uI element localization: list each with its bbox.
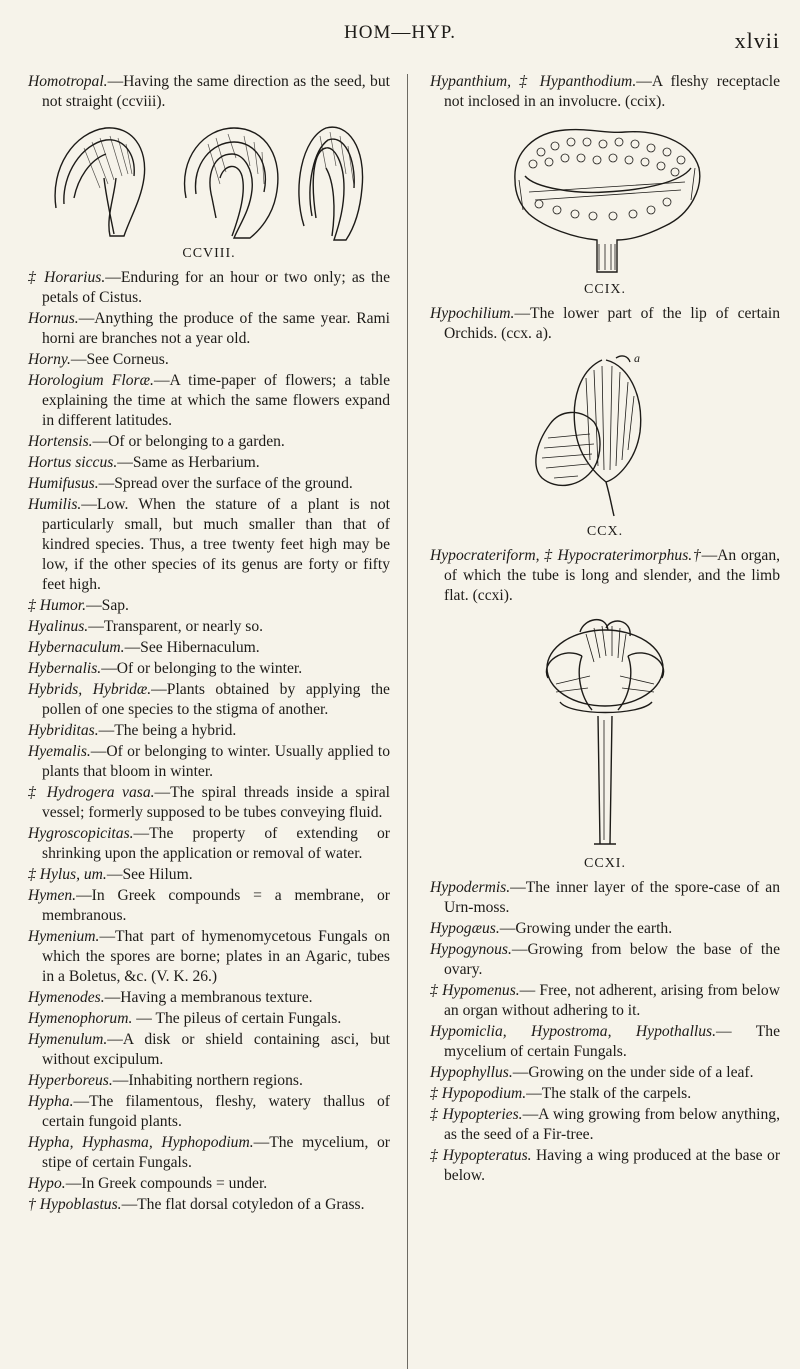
entry-hypoblastus: † Hypoblastus.—The flat dorsal cotyledon of a Grass.	[28, 1196, 365, 1213]
figure-caption: CCVIII.	[182, 246, 236, 261]
entry-hypopteries: ‡ Hypopteries.—A wing growing from below anything, as the seed of a Fir-tree.	[430, 1106, 781, 1143]
entry-hypha: Hypha.—The filamentous, fleshy, watery thallus of certain fungoid plants.	[28, 1093, 390, 1130]
entry-horny: Horny.—See Corneus.	[28, 351, 169, 368]
figure-ccix	[430, 118, 780, 300]
entry-hypogaeus: Hypogæus.—Growing under the earth.	[430, 920, 673, 937]
entry-hygroscopicitas: Hygroscopicitas.—The property of extending or shrinking upon the application or removal of water.	[28, 825, 390, 862]
figure-caption: CCX.	[586, 524, 624, 539]
entry-hymenulum: Hymenulum.—A disk or shield containing asci, but without excipulum.	[28, 1031, 390, 1068]
entry-hymenium: Hymenium.—That part of hymenomycetous Fungals on which the spores are borne; plates in an Agaric, tubes in a Boletus, &c. (V. K. 26.)	[28, 928, 390, 985]
entry-hypomenus: ‡ Hypomenus.— Free, not adherent, arising from below an organ without adhering to it.	[430, 982, 780, 1019]
figure-caption: CCIX.	[584, 282, 626, 297]
entry-hypogynous: Hypogynous.—Growing from below the base of the ovary.	[430, 941, 780, 978]
entry-hypodermis: Hypodermis.—The inner layer of the spore-case of an Urn-moss.	[430, 879, 780, 916]
figure-ccviii	[28, 118, 390, 264]
entry-hypochilium: Hypochilium.—The lower part of the lip of certain Orchids. (ccx. a).	[430, 305, 780, 342]
entry-hydrogera-vasa: ‡ Hydrogera vasa.—The spiral threads inside a spiral vessel; formerly supposed to be tubes conveying fluid.	[28, 784, 390, 821]
figure-ccxi	[430, 612, 780, 874]
entry-hyalinus: Hyalinus.—Transparent, or nearly so.	[28, 618, 264, 635]
entry-hornus: Hornus.—Anything the produce of the same year. Rami horni are branches not a year old.	[28, 310, 390, 347]
running-head: HOM—HYP.	[344, 22, 456, 43]
entry-hybrids: Hybrids, Hybridæ.—Plants obtained by applying the pollen of one species to the stigma of another.	[28, 681, 390, 718]
entry-homotropal: Homotropal.—Having the same direction as the seed, but not straight (ccviii).	[28, 73, 390, 110]
entry-hyperboreus: Hyperboreus.—Inhabiting northern regions.	[28, 1072, 303, 1089]
entry-hymenophorum: Hymenophorum. — The pileus of certain Fungals.	[28, 1010, 342, 1027]
column-divider	[407, 74, 408, 1369]
entry-hypha-hyphasma: Hypha, Hyphasma, Hyphopodium.—The mycelium, or stipe of certain Fungals.	[28, 1134, 390, 1171]
entry-hybernaculum: Hybernaculum.—See Hibernaculum.	[28, 639, 260, 656]
figure-ccx	[430, 350, 780, 542]
figure-caption: CCXI.	[584, 856, 626, 871]
entry-horologium-florae: Horologium Floræ.—A time-paper of flowers; a table explaining the time at which the same flowers expand in different latitudes.	[28, 372, 390, 429]
entry-hybriditas: Hybriditas.—The being a hybrid.	[28, 722, 237, 739]
entry-hypomiclia: Hypomiclia, Hypostroma, Hypothallus.— The mycelium of certain Fungals.	[430, 1023, 780, 1060]
salver-shaped-flower-illustration	[520, 612, 690, 852]
entry-hypophyllus: Hypophyllus.—Growing on the under side of a leaf.	[430, 1064, 754, 1081]
entry-hypopteratus: ‡ Hypopteratus. Having a wing produced at the base or below.	[430, 1147, 781, 1184]
entry-hypopodium: ‡ Hypopodium.—The stalk of the carpels.	[430, 1085, 692, 1102]
entry-hybernalis: Hybernalis.—Of or belonging to the winter.	[28, 660, 303, 677]
entry-hypanthium: Hypanthium, ‡ Hypanthodium.—A fleshy receptacle not inclosed in an involucre. (ccix).	[430, 73, 780, 110]
entry-horarius: ‡ Horarius.—Enduring for an hour or two only; as the petals of Cistus.	[28, 269, 390, 306]
entry-hortus-siccus: Hortus siccus.—Same as Herbarium.	[28, 454, 260, 471]
entry-humilis: Humilis.—Low. When the stature of a plant is not particularly small, but much smaller than that of kindred species. Thus, a tree twenty feet high may be low, if the other species of its genus are forty or fifty feet high.	[28, 496, 390, 593]
entry-humifusus: Humifusus.—Spread over the surface of the ground.	[28, 475, 353, 492]
entry-hypocrateriform: Hypocrateriform, ‡ Hypocraterimorphus.†—An organ, of which the tube is long and slender, and the limb flat. (ccxi).	[430, 547, 781, 604]
entry-hymen: Hymen.—In Greek compounds = a membrane, or membranous.	[28, 887, 390, 924]
left-column	[28, 72, 390, 1216]
entry-hypo: Hypo.—In Greek compounds = under.	[28, 1175, 268, 1192]
entry-hortensis: Hortensis.—Of or belonging to a garden.	[28, 433, 285, 450]
entry-hylus: ‡ Hylus, um.—See Hilum.	[28, 866, 193, 883]
page-number: xlvii	[734, 28, 780, 53]
svg-text:a: a	[634, 351, 640, 365]
hypanthium-receptacle-illustration	[495, 118, 715, 278]
homotropal-seed-illustration	[44, 118, 374, 242]
orchid-lip-illustration	[520, 350, 690, 520]
entry-hymenodes: Hymenodes.—Having a membranous texture.	[28, 989, 313, 1006]
right-column	[430, 72, 780, 1187]
page-header	[0, 14, 800, 54]
entry-humor: ‡ Humor.—Sap.	[28, 597, 129, 614]
entry-hyemalis: Hyemalis.—Of or belonging to winter. Usually applied to plants that bloom in winter.	[28, 743, 390, 780]
